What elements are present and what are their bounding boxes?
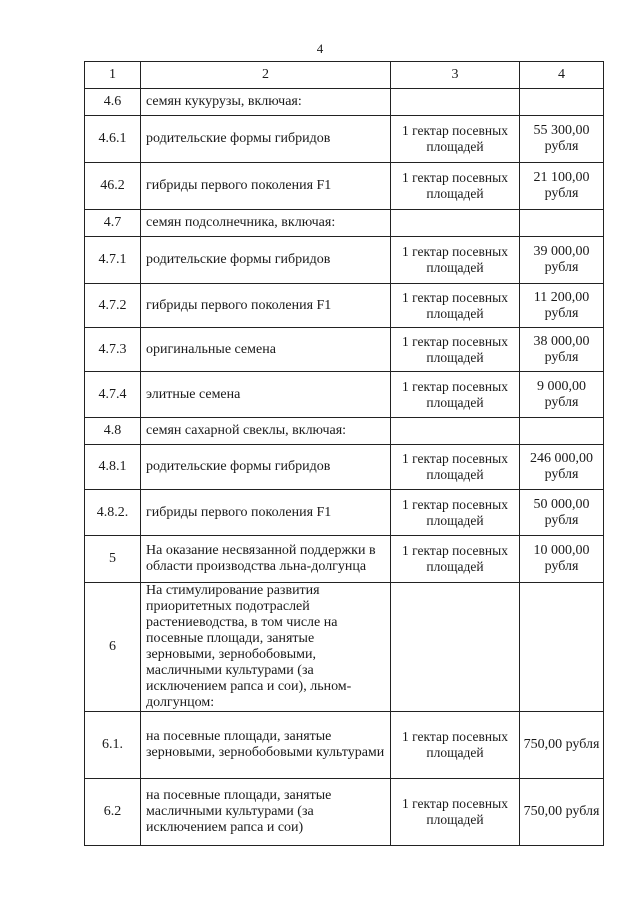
table-row xyxy=(85,536,604,583)
row-rate: 55 300,00 рубля xyxy=(520,116,604,163)
row-description: На оказание несвязанной поддержки в области производства льна-долгунца xyxy=(141,536,391,583)
row-rate: 9 000,00 рубля xyxy=(520,372,604,418)
table-row xyxy=(85,163,604,210)
row-number: 4.7.4 xyxy=(85,372,141,418)
row-unit: 1 гектар посевных площадей xyxy=(391,712,520,779)
row-number: 4.8.2. xyxy=(85,490,141,536)
table-row xyxy=(85,779,604,846)
row-number: 6 xyxy=(85,583,141,712)
header-cell: 2 xyxy=(141,62,391,89)
row-description: семян подсолнечника, включая: xyxy=(141,210,391,237)
row-description: родительские формы гибридов xyxy=(141,445,391,490)
row-unit: 1 гектар посевных площадей xyxy=(391,445,520,490)
row-unit: 1 гектар посевных площадей xyxy=(391,372,520,418)
row-description: На стимулирование развития приоритетных подотраслей растениеводства, в том числе на посевные площади, занятые зерновыми, зернобобовыми, масличными культурами (за исключением рапса и сои), льном-долгунцом: xyxy=(141,583,391,712)
row-number: 5 xyxy=(85,536,141,583)
row-description: родительские формы гибридов xyxy=(141,116,391,163)
row-description: гибриды первого поколения F1 xyxy=(141,490,391,536)
header-cell: 1 xyxy=(85,62,141,89)
row-rate: 246 000,00 рубля xyxy=(520,445,604,490)
row-description: гибриды первого поколения F1 xyxy=(141,284,391,328)
table-row xyxy=(85,418,604,445)
table-row xyxy=(85,372,604,418)
row-unit: 1 гектар посевных площадей xyxy=(391,328,520,372)
row-rate xyxy=(520,89,604,116)
subsidy-rates-table xyxy=(84,61,604,846)
row-number: 4.7.3 xyxy=(85,328,141,372)
table-row xyxy=(85,89,604,116)
row-unit: 1 гектар посевных площадей xyxy=(391,536,520,583)
row-rate: 10 000,00 рубля xyxy=(520,536,604,583)
table-row xyxy=(85,490,604,536)
row-unit xyxy=(391,583,520,712)
row-number: 4.6 xyxy=(85,89,141,116)
row-rate: 750,00 рубля xyxy=(520,779,604,846)
table-row xyxy=(85,210,604,237)
page-number: 4 xyxy=(316,41,324,56)
row-number: 46.2 xyxy=(85,163,141,210)
row-number: 4.7.2 xyxy=(85,284,141,328)
row-unit: 1 гектар посевных площадей xyxy=(391,779,520,846)
row-description: родительские формы гибридов xyxy=(141,237,391,284)
row-unit: 1 гектар посевных площадей xyxy=(391,490,520,536)
header-cell: 4 xyxy=(520,62,604,89)
table-header-row xyxy=(85,62,604,89)
row-unit: 1 гектар посевных площадей xyxy=(391,116,520,163)
row-number: 4.7 xyxy=(85,210,141,237)
row-description: гибриды первого поколения F1 xyxy=(141,163,391,210)
row-rate: 38 000,00 рубля xyxy=(520,328,604,372)
table-row xyxy=(85,712,604,779)
row-unit: 1 гектар посевных площадей xyxy=(391,284,520,328)
row-unit xyxy=(391,210,520,237)
row-rate: 39 000,00 рубля xyxy=(520,237,604,284)
row-unit: 1 гектар посевных площадей xyxy=(391,163,520,210)
row-number: 6.1. xyxy=(85,712,141,779)
row-number: 6.2 xyxy=(85,779,141,846)
table-row xyxy=(85,237,604,284)
row-rate: 750,00 рубля xyxy=(520,712,604,779)
row-description: семян кукурузы, включая: xyxy=(141,89,391,116)
table-row xyxy=(85,583,604,712)
header-cell: 3 xyxy=(391,62,520,89)
row-rate xyxy=(520,418,604,445)
row-unit xyxy=(391,89,520,116)
row-description: оригинальные семена xyxy=(141,328,391,372)
row-rate xyxy=(520,210,604,237)
row-number: 4.8.1 xyxy=(85,445,141,490)
table-row xyxy=(85,116,604,163)
row-unit xyxy=(391,418,520,445)
table-row xyxy=(85,284,604,328)
row-rate: 21 100,00 рубля xyxy=(520,163,604,210)
row-rate xyxy=(520,583,604,712)
row-unit: 1 гектар посевных площадей xyxy=(391,237,520,284)
row-rate: 50 000,00 рубля xyxy=(520,490,604,536)
table-row xyxy=(85,445,604,490)
row-number: 4.7.1 xyxy=(85,237,141,284)
row-rate: 11 200,00 рубля xyxy=(520,284,604,328)
row-description: на посевные площади, занятые масличными культурами (за исключением рапса и сои) xyxy=(141,779,391,846)
row-number: 4.6.1 xyxy=(85,116,141,163)
row-number: 4.8 xyxy=(85,418,141,445)
row-description: семян сахарной свеклы, включая: xyxy=(141,418,391,445)
row-description: на посевные площади, занятые зерновыми, зернобобовыми культурами xyxy=(141,712,391,779)
table-row xyxy=(85,328,604,372)
row-description: элитные семена xyxy=(141,372,391,418)
